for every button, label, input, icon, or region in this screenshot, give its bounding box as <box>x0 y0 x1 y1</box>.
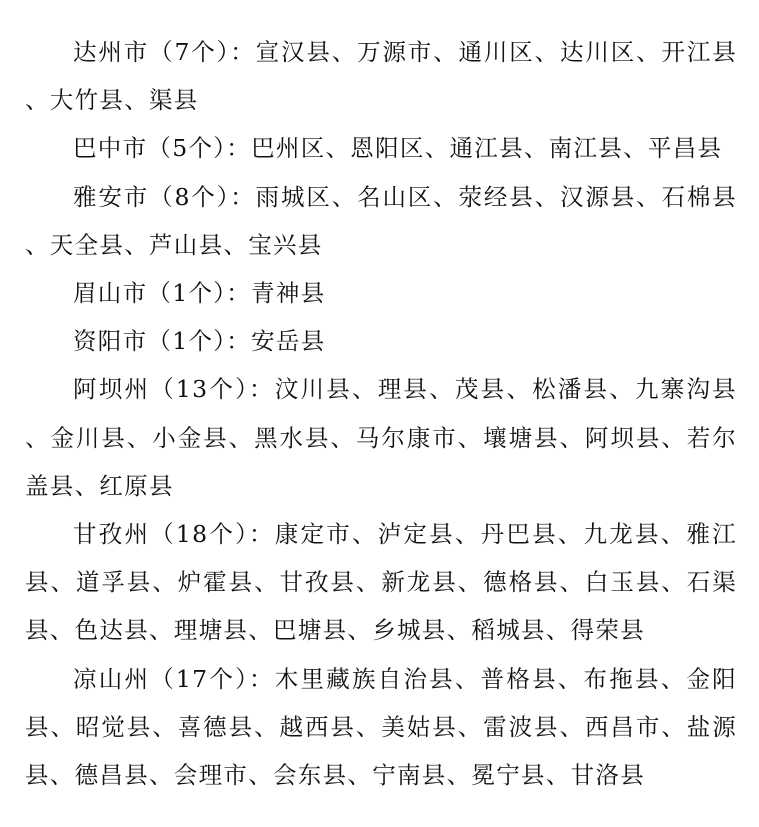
paragraph-liangshan: 凉山州（17个）：木里藏族自治县、普格县、布拖县、金阳县、昭觉县、喜德县、越西县、美姑县、雷波县、西昌市、盐源县、德昌县、会理市、会东县、宁南县、冕宁县、甘洛县 <box>25 664 737 790</box>
paragraph-ganzi: 甘孜州（18个）：康定市、泸定县、丹巴县、九龙县、雅江县、道孚县、炉霍县、甘孜县、新龙县、德格县、白玉县、石渠县、色达县、理塘县、巴塘县、乡城县、稻城县、得荣县 <box>25 520 737 645</box>
paragraph-bazhong: 巴中市（5个）：巴州区、恩阳区、通江县、南江县、平昌县 <box>73 134 723 163</box>
document-body <box>25 28 737 799</box>
paragraph-aba: 阿坝州（13个）：汶川县、理县、茂县、松潘县、九寨沟县、金川县、小金县、黑水县、马尔康市、壤塘县、阿坝县、若尔盖县、红原县 <box>25 375 737 500</box>
paragraph-dazhou: 达州市（7个）：宣汉县、万源市、通川区、达川区、开江县、大竹县、渠县 <box>25 38 737 115</box>
paragraph-ziyang: 资阳市（1个）：安岳县 <box>73 327 326 356</box>
paragraph-yaan: 雅安市（8个）：雨城区、名山区、荥经县、汉源县、石棉县、天全县、芦山县、宝兴县 <box>25 182 737 259</box>
paragraph-meishan: 眉山市（1个）：青神县 <box>73 279 326 308</box>
